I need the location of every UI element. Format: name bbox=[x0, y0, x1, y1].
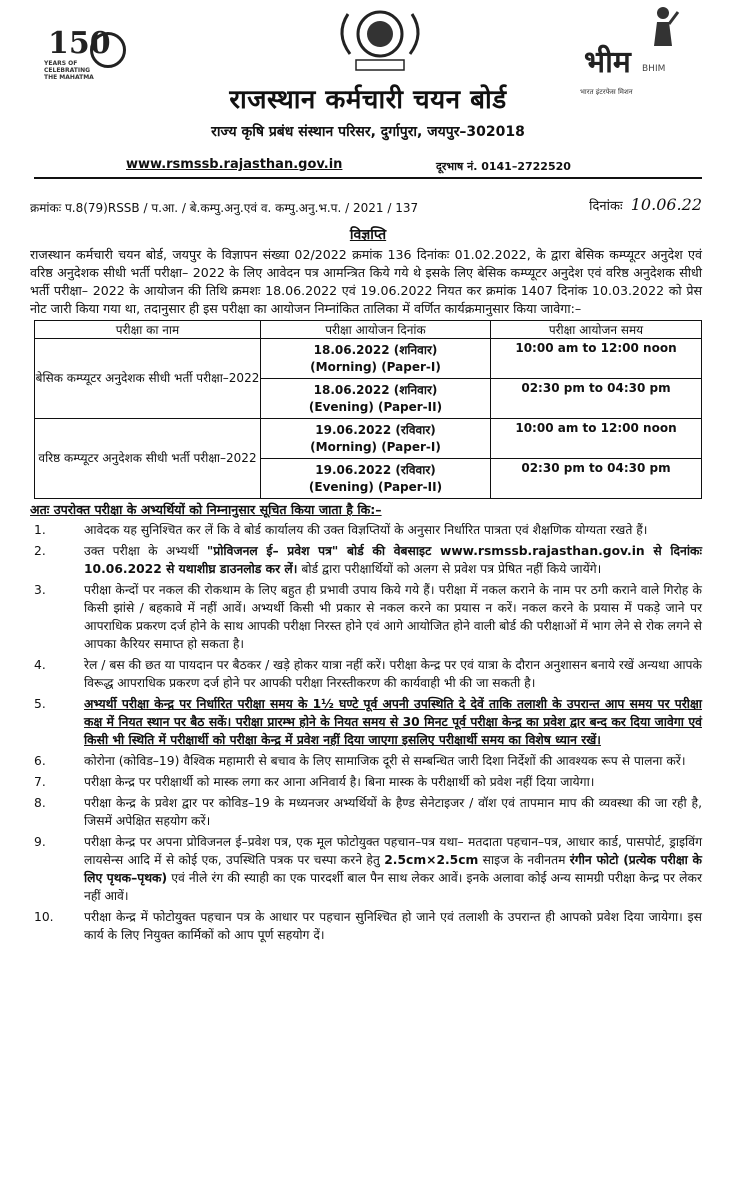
item-number: 1. bbox=[34, 523, 46, 537]
item-text: परीक्षा केन्द्र पर परीक्षार्थी को मास्क लगा कर आना अनिवार्य है। बिना मास्क के परीक्षार्थी को प्रवेश नहीं दिया जायेगा। bbox=[84, 775, 595, 789]
item-text bbox=[84, 833, 702, 905]
reference-date bbox=[589, 195, 702, 214]
item-text: कोरोना (कोविड–19) वैश्विक महामारी से बचाव के लिए सामाजिक दूरी से सम्बन्धित जारी दिशा निर्देशों की आवश्यक रूप से पालना करें। bbox=[84, 754, 686, 768]
instructions-list bbox=[34, 521, 702, 944]
list-item bbox=[34, 833, 702, 905]
date-value: 10.06.22 bbox=[630, 195, 702, 214]
notice-intro: राजस्थान कर्मचारी चयन बोर्ड, जयपुर के विज्ञापन संख्या 02/2022 क्रमांक 136 दिनांकः 01.02.2022, के द्वारा बेसिक कम्प्यूटर अनुदेश एवं वरिष्ठ अनुदेशक सीधी भर्ती परीक्षा– 2022 के लिए आवेदन पत्र आमन्त्रित किये गये थे इसके लिए बेसिक कम्प्यूटर अनुदेश एवं वरिष्ठ अनुदेशक सीधी भर्ती परीक्षा– 2022 के आयोजन की तिथि क्रमशः 18.06.2022 एवं 19.06.2022 नियत कर क्रमांक 1407 दिनांक 10.03.2022 को प्रेस नोट जारी किया गया था, तदानुसार ही इस परीक्षा का आयोजन निम्नांकित तालिका में वर्णित कार्यक्रमानुसार किया जावेगा:– bbox=[30, 247, 702, 316]
header-exam-time: परीक्षा आयोजन समय bbox=[491, 321, 702, 339]
item-number: 3. bbox=[34, 583, 46, 597]
list-item bbox=[34, 521, 702, 539]
item-number: 7. bbox=[34, 775, 46, 789]
ambedkar-figure-icon bbox=[646, 6, 680, 46]
instructions-lead: अतः उपरोक्त परीक्षा के अभ्यर्थियों को निम्नानुसार सूचित किया जाता है कि:– bbox=[30, 502, 382, 517]
item-number: 5. bbox=[34, 697, 46, 711]
item-text: परीक्षा केन्द्र में फोटोयुक्त पहचान पत्र के आधार पर पहचान सुनिश्चित हो जाने एवं तलाशी के उपरान्त ही आपको प्रवेश दिया जायेगा। इस कार्य के लिए नियुक्त कार्मिकों को आप पूर्ण सहयोग दें। bbox=[84, 910, 702, 942]
list-item bbox=[34, 542, 702, 578]
list-item bbox=[34, 581, 702, 653]
exam-schedule-table bbox=[34, 320, 702, 499]
list-item bbox=[34, 695, 702, 749]
photo-size: 2.5cm×2.5cm bbox=[384, 853, 479, 867]
session-shift: (Evening) (Paper-II) bbox=[308, 399, 443, 414]
item-text: आवेदक यह सुनिश्चित कर लें कि वे बोर्ड कार्यालय की उक्त विज्ञप्तियों के अनुसार निर्धारित पात्रता एवं शैक्षणिक योग्यता रखते हैं। bbox=[84, 523, 648, 537]
item-text: परीक्षा केन्दों पर नकल की रोकथाम के लिए बहुत ही प्रभावी उपाय किये गये हैं। परीक्षा में नकल कराने के नाम पर ठगी कराने वाले गिरोह के किसी झांसे / बहकावे में नहीं आवें। अभ्यर्थी किसी भी प्रकार से नकल करने का प्रयास न करें। नकल करने के प्रयास में पकड़े जाने पर आपराधिक प्रकरण दर्ज होने के साथ आपकी परीक्षा निरस्त होने एवं आगे आयोजित होने वाली बोर्ड की परीक्षाओं में भाग लेने से रोक लगने से आपका कैरियर समाप्त हो सकता है। bbox=[84, 583, 702, 651]
item-number: 4. bbox=[34, 658, 46, 672]
exam-time-cell: 02:30 pm to 04:30 pm bbox=[491, 459, 702, 499]
website-link[interactable]: www.rsmssb.rajasthan.gov.in bbox=[126, 157, 343, 172]
item-text-part: एवं नीले रंग की स्याही का एक पारदर्शी बाल पैन साथ लेकर आवें। इनके अलावा कोई अन्य सामग्री परीक्षा केन्द्र पर लेकर नहीं आवें। bbox=[84, 871, 702, 903]
logo-150-number: 150 bbox=[48, 26, 111, 61]
list-item bbox=[34, 773, 702, 791]
list-item bbox=[34, 908, 702, 944]
item-text: परीक्षा केन्द्र के प्रवेश द्वार पर कोविड–19 के मध्यनजर अभ्यर्थियों के हैण्ड सेनेटाइजर / वॉश एवं तापमान माप की व्यवस्था की जा रही है, जिसमें अपेक्षित सहयोग करें। bbox=[84, 796, 702, 828]
session-date: 19.06.2022 (रविवार) bbox=[315, 462, 436, 477]
phone-number: दूरभाष नं. 0141–2722520 bbox=[436, 160, 571, 173]
organization-name: राजस्थान कर्मचारी चयन बोर्ड bbox=[229, 85, 507, 115]
table-row bbox=[35, 339, 702, 379]
bhim-logo-sub: BHIM bbox=[642, 64, 666, 74]
session-shift: (Morning) (Paper-I) bbox=[310, 439, 441, 454]
item-text: रेल / बस की छत या पायदान पर बैठकर / खड़े होकर यात्रा नहीं करें। परीक्षा केन्द्र पर एवं यात्रा के दौरान अनुशासन बनाये रखें अन्यथा आपके विरूद्ध आपराधिक प्रकरण दर्ज होने पर आपकी परीक्षा निरस्तीकरण की कार्यवाही भी की जा सकती है। bbox=[84, 658, 702, 690]
letterhead bbox=[34, 0, 702, 126]
session-shift: (Morning) (Paper-I) bbox=[310, 359, 441, 374]
organization-address: राज्य कृषि प्रबंध संस्थान परिसर, दुर्गापुरा, जयपुर–302018 bbox=[211, 124, 525, 140]
logo-150-caption: YEARS OF CELEBRATING THE MAHATMA bbox=[44, 60, 94, 81]
item-text-part: उक्त परीक्षा के अभ्यर्थी bbox=[84, 544, 207, 558]
bhim-logo-name: भीम bbox=[584, 45, 631, 80]
header-exam-date: परीक्षा आयोजन दिनांक bbox=[261, 321, 491, 339]
table-header-row bbox=[35, 321, 702, 339]
exam-time-cell: 10:00 am to 12:00 noon bbox=[491, 419, 702, 459]
list-item bbox=[34, 752, 702, 770]
color-photo-note: रंगीन फोटो (प्रत्येक परीक्षा के लिए पृथक–पृथक) bbox=[84, 853, 702, 885]
session-shift: (Evening) (Paper-II) bbox=[308, 479, 443, 494]
reference-row bbox=[30, 195, 702, 225]
item-number: 9. bbox=[34, 835, 46, 849]
item-text bbox=[84, 542, 702, 578]
exam-date-cell bbox=[261, 459, 491, 499]
gandhi-150-logo bbox=[40, 22, 150, 88]
exam-date-cell bbox=[261, 339, 491, 379]
rsmssb-emblem-icon bbox=[320, 4, 440, 74]
header-exam-name: परीक्षा का नाम bbox=[35, 321, 261, 339]
notice-title: विज्ञप्ति bbox=[349, 227, 387, 243]
bhim-logo-caption: भारत इंटरफेस मिशन bbox=[580, 88, 633, 96]
exam-date-cell bbox=[261, 419, 491, 459]
header-divider bbox=[34, 177, 702, 179]
session-date: 18.06.2022 (शनिवार) bbox=[313, 382, 438, 397]
item-number: 2. bbox=[34, 544, 46, 558]
exam-name-cell: वरिष्ठ कम्प्यूटर अनुदेशक सीधी भर्ती परीक्षा–2022 bbox=[35, 419, 261, 499]
item-text-part: बोर्ड द्वारा परीक्षार्थियों को अलग से प्रवेश पत्र प्रेषित नहीं किये जायेंगे। bbox=[297, 562, 602, 576]
item-number: 8. bbox=[34, 796, 46, 810]
item-number: 10. bbox=[34, 910, 54, 924]
admit-card-download-note: "प्रोविजनल ई– प्रवेश पत्र" बोर्ड की वेबसाइट www.rsmssb.rajasthan.gov.in से दिनांकः 10.06.2022 से यथाशीघ्र डाउनलोड कर लें। bbox=[84, 544, 702, 576]
contact-row bbox=[34, 155, 702, 185]
exam-time-cell: 02:30 pm to 04:30 pm bbox=[491, 379, 702, 419]
exam-name-cell: बेसिक कम्प्यूटर अनुदेशक सीधी भर्ती परीक्षा–2022 bbox=[35, 339, 261, 419]
exam-time-cell: 10:00 am to 12:00 noon bbox=[491, 339, 702, 379]
list-item bbox=[34, 656, 702, 692]
session-date: 18.06.2022 (शनिवार) bbox=[313, 342, 438, 357]
item-text-part: साइज के नवीनतम bbox=[478, 853, 570, 867]
table-row bbox=[35, 419, 702, 459]
item-number: 6. bbox=[34, 754, 46, 768]
session-date: 19.06.2022 (रविवार) bbox=[315, 422, 436, 437]
item-text-emphasized: अभ्यर्थी परीक्षा केन्द्र पर निर्धारित परीक्षा समय के 1½ घण्टे पूर्व अपनी उपस्थिति दे देवें ताकि तलाशी के उपरान्त आप समय पर परीक्षा कक्ष में नियत स्थान पर बैठ सकें। परीक्षा प्रारम्भ होने के नियत समय से 30 मिनट पूर्व परीक्षा केन्द्र का प्रवेश द्वार बन्द कर दिया जावेगा एवं किसी भी स्थिति में परीक्षार्थी को परीक्षा केन्द्र में प्रवेश नहीं दिया जाएगा इसलिए परीक्षार्थी समय का विशेष ध्यान रखें। bbox=[84, 697, 702, 747]
date-label: दिनांकः bbox=[589, 199, 623, 214]
list-item bbox=[34, 794, 702, 830]
reference-number: क्रमांकः प.8(79)RSSB / प.आ. / बे.कम्पु.अनु.एवं व. कम्पु.अनु.भ.प. / 2021 / 137 bbox=[30, 201, 419, 215]
item-text-part: परीक्षा केन्द्र पर अपना प्रोविजनल ई–प्रवेश पत्र, एक मूल फोटोयुक्त पहचान–पत्र यथा– मतदाता पहचान–पत्र, आधार कार्ड, पासपोर्ट, ड्राइविंग लायसेन्स आदि में से कोई एक, उपस्थिति पत्रक पर चस्पा करने हेतु bbox=[84, 835, 702, 867]
exam-date-cell bbox=[261, 379, 491, 419]
